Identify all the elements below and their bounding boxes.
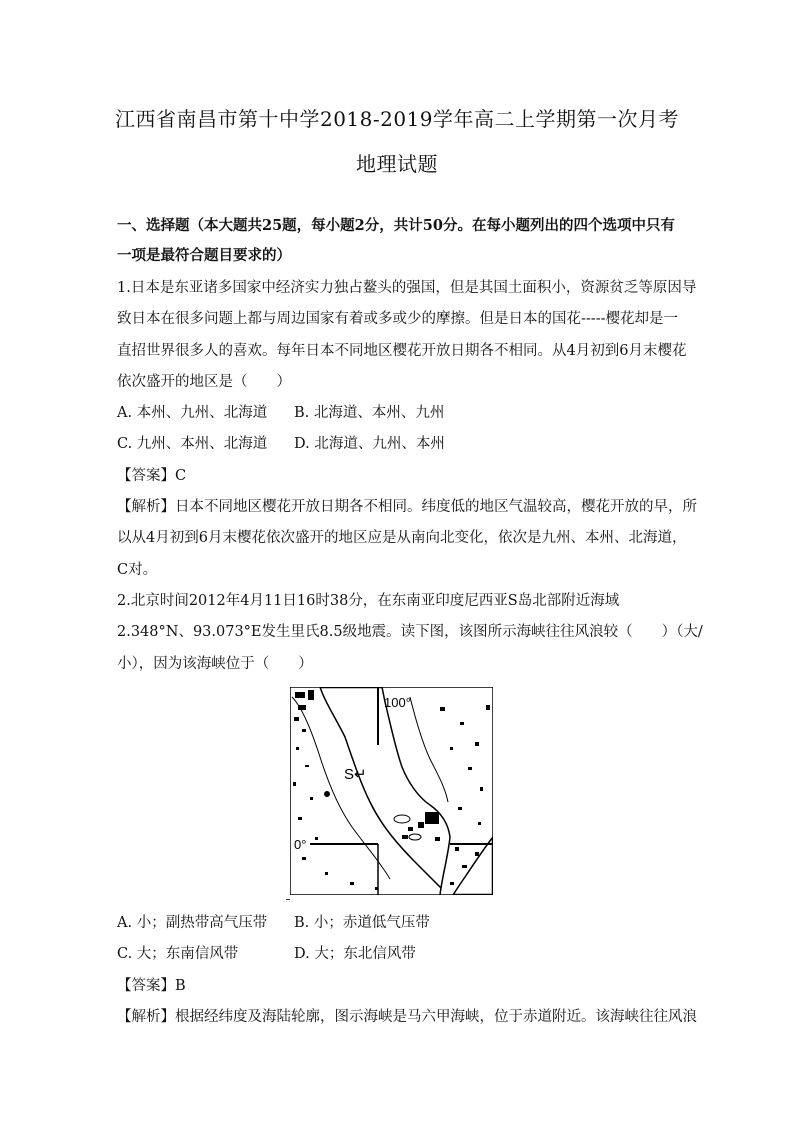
label-0-degree: 0° bbox=[294, 837, 307, 852]
q2-options-row-1 bbox=[117, 913, 517, 933]
q2-options-row-2 bbox=[117, 944, 517, 964]
section-heading-line-2: 一项是最符合题目要求的） bbox=[117, 247, 291, 264]
q2-option-d: D. 大；东北信风带 bbox=[294, 946, 416, 962]
q1-answer: 【答案】C bbox=[117, 468, 187, 484]
strait-island bbox=[394, 815, 410, 823]
q2-answer: 【答案】B bbox=[117, 978, 186, 994]
q1-analysis-line-1: 【解析】日本不同地区樱花开放日期各不相同。纬度低的地区气温较高，樱花开放的早，所 bbox=[117, 499, 697, 515]
q2-stem-line-2: 2.348°N、93.073°E发生里氏8.5级地震。读下图，该图所示海峡往往风浪较（ ）（大/ bbox=[117, 624, 703, 640]
q2-stem-line-1: 2.北京时间2012年4月11日16时38分，在东南亚印度尼西亚S岛北部附近海域 bbox=[117, 593, 620, 609]
document-subtitle: 地理试题 bbox=[356, 152, 438, 176]
document-title: 江西省南昌市第十中学2018-2019学年高二上学期第一次月考 bbox=[114, 107, 680, 131]
q2-option-b: B. 小；赤道低气压带 bbox=[294, 915, 430, 931]
q1-stem-line-4: 依次盛开的地区是（ ） bbox=[117, 374, 291, 390]
strait-island bbox=[409, 834, 421, 840]
strait-map-figure bbox=[290, 687, 493, 895]
q2-stem-line-3: 小），因为该海峡位于（ ） bbox=[117, 656, 313, 672]
city-dot bbox=[324, 791, 330, 797]
figure-caption-mark bbox=[286, 899, 290, 900]
q1-options-row-2 bbox=[117, 434, 517, 454]
q1-stem-line-3: 直招世界很多人的喜欢。每年日本不同地区樱花开放日期各不相同。从4月初到6月末樱花 bbox=[117, 343, 687, 359]
q2-analysis-line-1: 【解析】根据经纬度及海陆轮廓，图示海峡是马六甲海峡，位于赤道附近。该海峡往往风浪 bbox=[117, 1009, 697, 1025]
q1-option-c: C. 九州、本州、北海道 bbox=[117, 436, 268, 452]
section-heading-line-1: 一、选择题（本大题共25题，每小题2分，共计50分。在每小题列出的四个选项中只有 bbox=[117, 217, 675, 234]
q1-stem-line-1: 1.日本是东亚诸多国家中经济实力独占鳌头的强国，但是其国土面积小，资源贫乏等原因导 bbox=[117, 280, 697, 296]
q2-option-c: C. 大；东南信风带 bbox=[117, 946, 239, 962]
q1-options-row-1 bbox=[117, 403, 517, 423]
q1-stem-line-2: 致日本在很多问题上都与周边国家有着或多或少的摩擦。但是日本的国花-----樱花却是一 bbox=[117, 311, 678, 327]
q1-option-a: A. 本州、九州、北海道 bbox=[117, 405, 268, 421]
q1-option-b: B. 北海道、本州、九州 bbox=[294, 405, 445, 421]
label-s-island: S↵ bbox=[344, 766, 367, 783]
q1-analysis-line-3: C对。 bbox=[117, 562, 158, 578]
q1-analysis-line-2: 以从4月初到6月末樱花依次盛开的地区应是从南向北变化，依次是九州、本州、北海道， bbox=[117, 530, 687, 546]
q1-option-d: D. 北海道、九州、本州 bbox=[294, 436, 445, 452]
label-100-degree: 100° bbox=[384, 695, 411, 710]
q2-option-a: A. 小；副热带高气压带 bbox=[117, 915, 268, 931]
